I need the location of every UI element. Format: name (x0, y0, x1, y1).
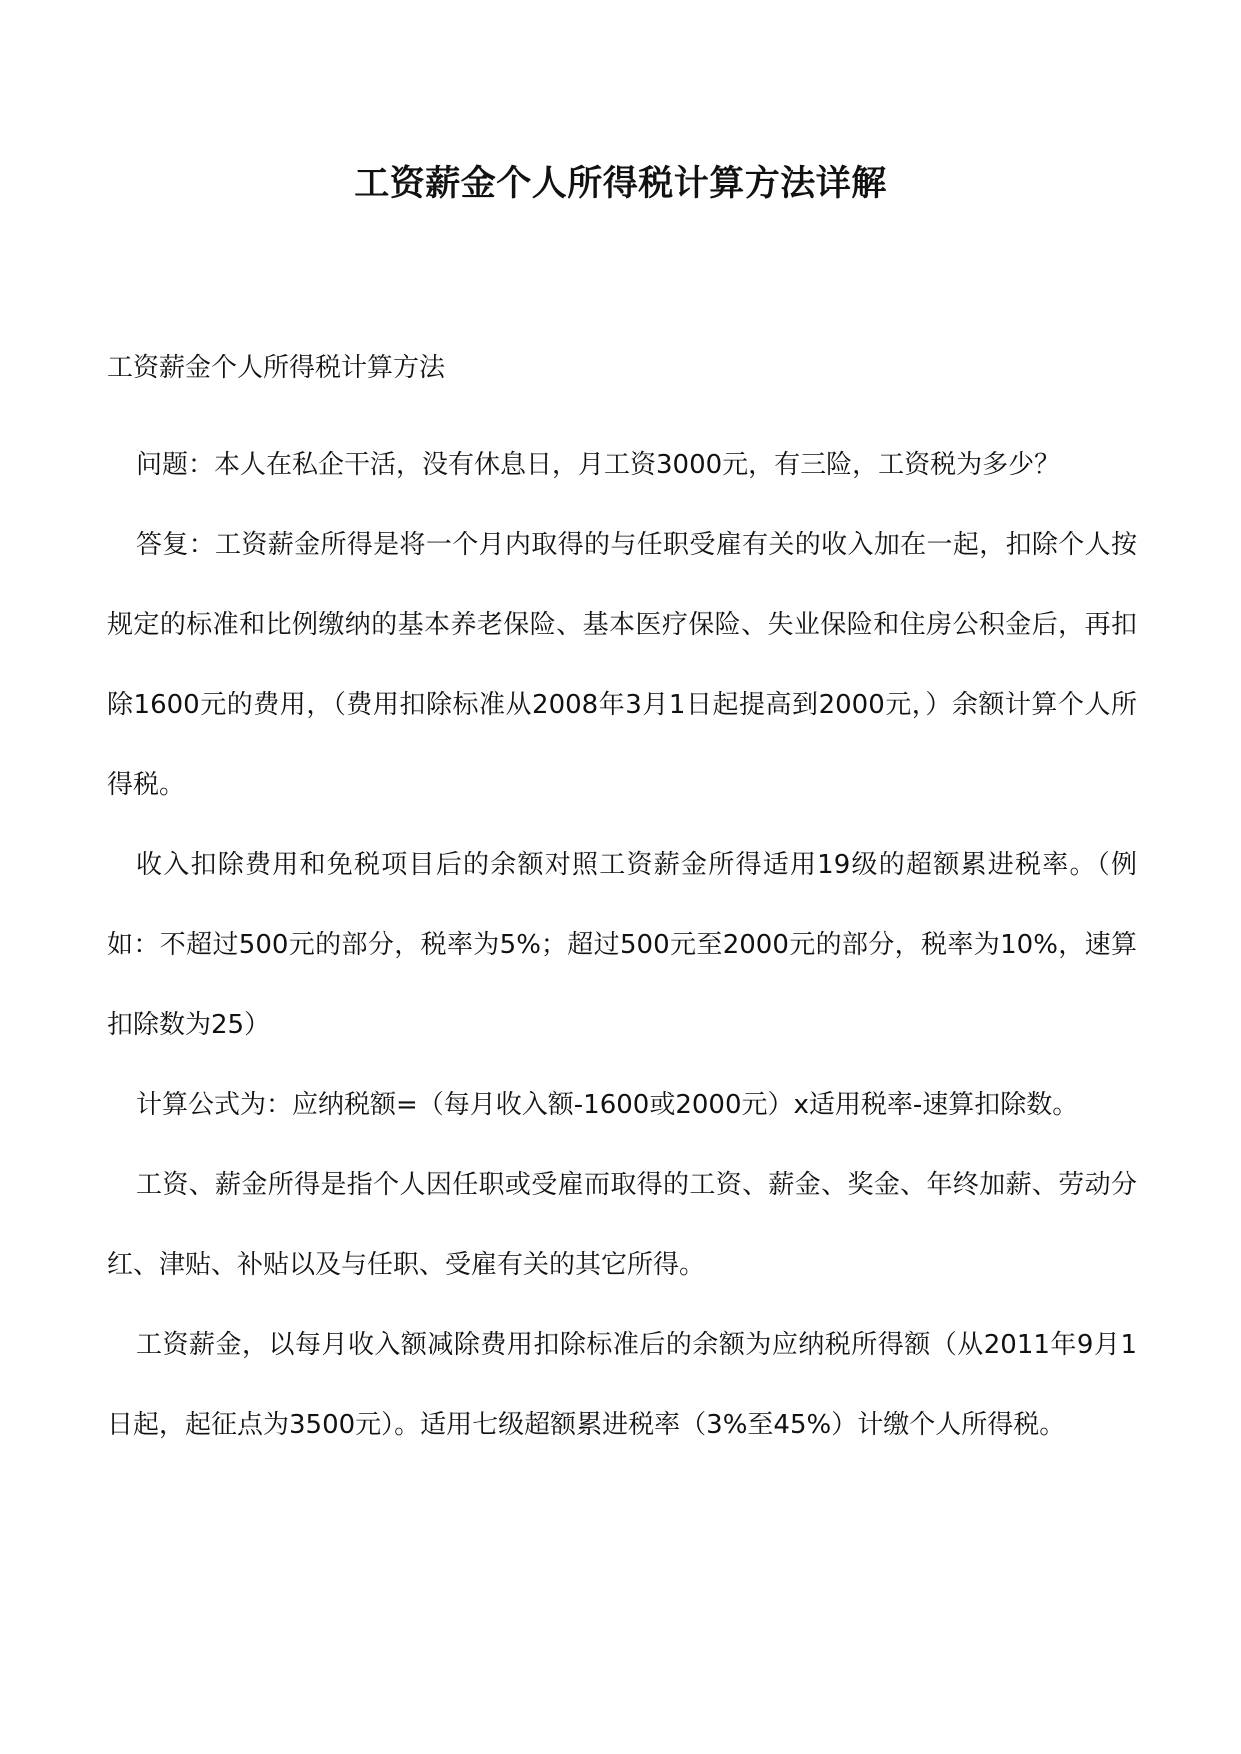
document-body (107, 425, 1137, 1465)
paragraph-threshold: 工资薪金，以每月收入额减除费用扣除标准后的余额为应纳税所得额（从2011年9月1日起，起征点为3500元）。适用七级超额累进税率（3%至45%）计缴个人所得税。 (107, 1330, 1137, 1440)
paragraph-formula: 计算公式为：应纳税额=（每月收入额-1600或2000元）x适用税率-速算扣除数。 (136, 1090, 1079, 1120)
paragraph-question: 问题：本人在私企干活，没有休息日，月工资3000元，有三险，工资税为多少？ (136, 450, 1061, 480)
paragraph-answer: 答复：工资薪金所得是将一个月内取得的与任职受雇有关的收入加在一起，扣除个人按规定的标准和比例缴纳的基本养老保险、基本医疗保险、失业保险和住房公积金后，再扣除1600元的费用，（费用扣除标准从2008年3月1日起提高到2000元，）余额计算个人所得税。 (107, 530, 1137, 800)
document-title: 工资薪金个人所得税计算方法详解 (354, 164, 887, 204)
section-heading: 工资薪金个人所得税计算方法 (107, 353, 446, 383)
paragraph-definition: 工资、薪金所得是指个人因任职或受雇而取得的工资、薪金、奖金、年终加薪、劳动分红、津贴、补贴以及与任职、受雇有关的其它所得。 (107, 1170, 1137, 1280)
paragraph-tax-rate: 收入扣除费用和免税项目后的余额对照工资薪金所得适用19级的超额累进税率。（例如：不超过500元的部分，税率为5%；超过500元至2000元的部分，税率为10%，速算扣除数为25） (107, 850, 1137, 1040)
